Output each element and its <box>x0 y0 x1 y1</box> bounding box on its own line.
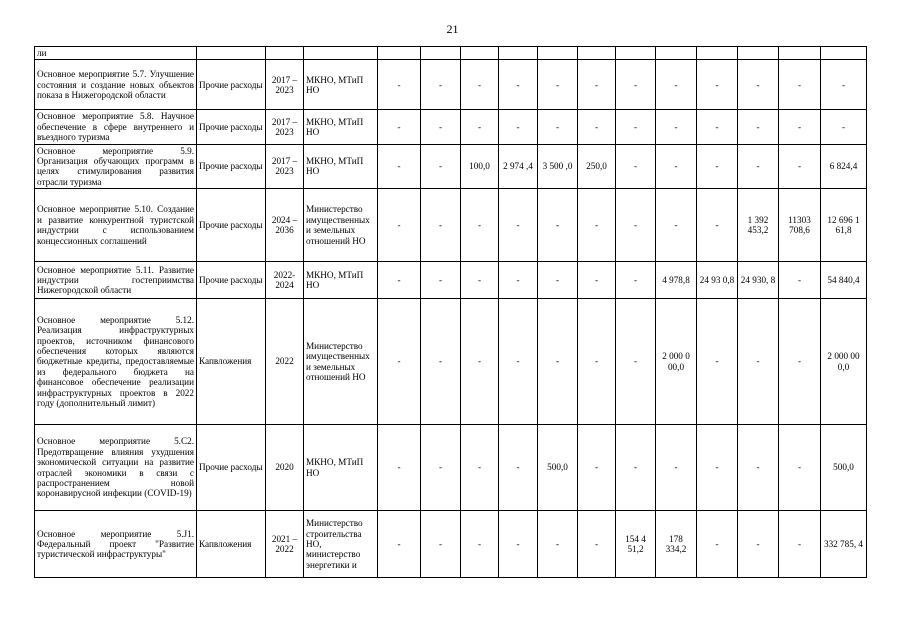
table-row <box>35 47 867 60</box>
year-value-cell: - <box>616 189 656 262</box>
year-value-cell: - <box>538 511 578 578</box>
year-value-cell: - <box>656 189 697 262</box>
total-cell: 2 000 00 0,0 <box>821 299 867 425</box>
year-value-cell: - <box>421 425 461 511</box>
year-value-cell <box>616 47 656 60</box>
year-value-cell: - <box>421 299 461 425</box>
total-cell: - <box>821 60 867 110</box>
year-value-cell: - <box>697 189 738 262</box>
year-value-cell: - <box>421 60 461 110</box>
activity-name-cell: ли <box>35 47 197 60</box>
total-cell: 54 840,4 <box>821 262 867 299</box>
year-value-cell: - <box>461 511 499 578</box>
period-cell: 2017 – 2023 <box>266 110 304 144</box>
year-value-cell: - <box>538 189 578 262</box>
year-value-cell: 250,0 <box>578 144 616 189</box>
table-row <box>35 511 867 578</box>
year-value-cell: - <box>738 110 779 144</box>
year-value-cell: - <box>779 110 821 144</box>
table-row <box>35 189 867 262</box>
year-value-cell: - <box>779 511 821 578</box>
period-cell: 2022 <box>266 299 304 425</box>
year-value-cell: - <box>461 299 499 425</box>
responsible-org-cell: Министерство имущественных и земельных отношений НО <box>304 189 378 262</box>
activity-name-cell: Основное мероприятие 5.J1. Федеральный проект "Развитие туристической инфраструктуры" <box>35 511 197 578</box>
funding-source-cell: Прочие расходы <box>197 110 266 144</box>
year-value-cell: - <box>616 110 656 144</box>
funding-source-cell: Прочие расходы <box>197 60 266 110</box>
year-value-cell: - <box>697 299 738 425</box>
year-value-cell: - <box>499 189 538 262</box>
year-value-cell: - <box>578 511 616 578</box>
year-value-cell: - <box>656 425 697 511</box>
responsible-org-cell: МКНО, МТиП НО <box>304 110 378 144</box>
year-value-cell <box>656 47 697 60</box>
year-value-cell: - <box>461 425 499 511</box>
year-value-cell: - <box>697 425 738 511</box>
year-value-cell: 24 930, 8 <box>738 262 779 299</box>
year-value-cell: 2 974 ,4 <box>499 144 538 189</box>
table-row <box>35 425 867 511</box>
total-cell: 6 824,4 <box>821 144 867 189</box>
year-value-cell: - <box>378 144 421 189</box>
year-value-cell: - <box>656 144 697 189</box>
year-value-cell <box>779 47 821 60</box>
responsible-org-cell: МКНО, МТиП НО <box>304 262 378 299</box>
year-value-cell: - <box>538 262 578 299</box>
funding-source-cell <box>197 47 266 60</box>
year-value-cell: - <box>738 299 779 425</box>
year-value-cell: - <box>779 262 821 299</box>
year-value-cell <box>578 47 616 60</box>
year-value-cell: - <box>499 425 538 511</box>
funding-source-cell: Капвложения <box>197 511 266 578</box>
year-value-cell: - <box>779 144 821 189</box>
total-cell <box>821 47 867 60</box>
year-value-cell: - <box>578 189 616 262</box>
year-value-cell: 11303 708,6 <box>779 189 821 262</box>
responsible-org-cell: МКНО, МТиП НО <box>304 144 378 189</box>
year-value-cell: - <box>578 262 616 299</box>
year-value-cell: - <box>538 299 578 425</box>
year-value-cell: - <box>656 110 697 144</box>
total-cell: - <box>821 110 867 144</box>
activity-name-cell: Основное мероприятие 5.10. Создание и развитие конкурентной туристской индустрии с использованием концессионных соглашений <box>35 189 197 262</box>
year-value-cell: 178 334,2 <box>656 511 697 578</box>
period-cell: 2024 – 2036 <box>266 189 304 262</box>
year-value-cell: - <box>738 425 779 511</box>
funding-source-cell: Капвложения <box>197 299 266 425</box>
funding-source-cell: Прочие расходы <box>197 425 266 511</box>
year-value-cell: - <box>616 144 656 189</box>
page-number: 21 <box>446 22 459 36</box>
year-value-cell: - <box>779 60 821 110</box>
activity-name-cell: Основное мероприятие 5.8. Научное обеспечение в сфере внутреннего и въездного туризма <box>35 110 197 144</box>
period-cell: 2020 <box>266 425 304 511</box>
year-value-cell: - <box>616 425 656 511</box>
table-row <box>35 144 867 189</box>
year-value-cell <box>538 47 578 60</box>
year-value-cell: - <box>499 299 538 425</box>
year-value-cell: - <box>378 511 421 578</box>
activity-name-cell: Основное мероприятие 5.11. Развитие индустрии гостеприимства Нижегородской области <box>35 262 197 299</box>
year-value-cell <box>738 47 779 60</box>
responsible-org-cell: МКНО, МТиП НО <box>304 425 378 511</box>
activity-name-cell: Основное мероприятие 5.9. Организация обучающих программ в целях стимулирования развития отрасли туризма <box>35 144 197 189</box>
funding-source-cell: Прочие расходы <box>197 144 266 189</box>
year-value-cell: 100,0 <box>461 144 499 189</box>
year-value-cell: - <box>378 189 421 262</box>
table-row <box>35 262 867 299</box>
year-value-cell: - <box>499 60 538 110</box>
year-value-cell <box>421 47 461 60</box>
year-value-cell: - <box>461 110 499 144</box>
activity-name-cell: Основное мероприятие 5.С2. Предотвращение влияния ухудшения экономической ситуации на развитие отраслей экономики в связи с распространением новой коронавирусной инфекции (COVID-19) <box>35 425 197 511</box>
responsible-org-cell: Министерство имущественных и земельных отношений НО <box>304 299 378 425</box>
year-value-cell: - <box>538 110 578 144</box>
period-cell: 2017 – 2023 <box>266 144 304 189</box>
year-value-cell: 24 93 0,8 <box>697 262 738 299</box>
year-value-cell: - <box>578 299 616 425</box>
year-value-cell: - <box>779 425 821 511</box>
year-value-cell: 4 978,8 <box>656 262 697 299</box>
responsible-org-cell: МКНО, МТиП НО <box>304 60 378 110</box>
year-value-cell: 2 000 0 00,0 <box>656 299 697 425</box>
year-value-cell: - <box>738 511 779 578</box>
year-value-cell: - <box>697 511 738 578</box>
funding-source-cell: Прочие расходы <box>197 262 266 299</box>
year-value-cell: - <box>578 110 616 144</box>
year-value-cell: - <box>738 144 779 189</box>
activity-name-cell: Основное мероприятие 5.7. Улучшение состояния и создание новых объектов показа в Нижегородской области <box>35 60 197 110</box>
year-value-cell: - <box>461 262 499 299</box>
responsible-org-cell: Министерство строительства НО, министерство энергетики и <box>304 511 378 578</box>
year-value-cell: - <box>461 189 499 262</box>
year-value-cell: - <box>421 262 461 299</box>
total-cell: 12 696 1 61,8 <box>821 189 867 262</box>
year-value-cell: - <box>538 60 578 110</box>
year-value-cell: - <box>697 110 738 144</box>
year-value-cell: - <box>378 299 421 425</box>
total-cell: 500,0 <box>821 425 867 511</box>
year-value-cell: - <box>779 299 821 425</box>
activity-name-cell: Основное мероприятие 5.12. Реализация инфраструктурных проектов, источником финансового обеспечения которых являются бюджетные кредиты, предоставляемые из федерального бюджета на финансовое обеспечение реализации инфраструктурных проектов в 2022 году (дополнительный лимит) <box>35 299 197 425</box>
total-cell: 332 785, 4 <box>821 511 867 578</box>
year-value-cell <box>499 47 538 60</box>
year-value-cell: 3 500 ,0 <box>538 144 578 189</box>
year-value-cell: - <box>578 425 616 511</box>
year-value-cell: - <box>578 60 616 110</box>
period-cell: 2017 – 2023 <box>266 60 304 110</box>
year-value-cell: - <box>499 110 538 144</box>
year-value-cell: - <box>378 110 421 144</box>
year-value-cell: - <box>499 262 538 299</box>
table-row <box>35 299 867 425</box>
year-value-cell: - <box>421 110 461 144</box>
funding-source-cell: Прочие расходы <box>197 189 266 262</box>
year-value-cell: 500,0 <box>538 425 578 511</box>
year-value-cell: - <box>421 144 461 189</box>
period-cell <box>266 47 304 60</box>
year-value-cell: 1 392 453,2 <box>738 189 779 262</box>
year-value-cell: - <box>499 511 538 578</box>
year-value-cell: 154 4 51,2 <box>616 511 656 578</box>
year-value-cell: - <box>616 299 656 425</box>
year-value-cell: - <box>378 262 421 299</box>
year-value-cell: - <box>378 425 421 511</box>
year-value-cell <box>461 47 499 60</box>
table-row <box>35 110 867 144</box>
period-cell: 2021 – 2022 <box>266 511 304 578</box>
year-value-cell: - <box>738 60 779 110</box>
year-value-cell: - <box>616 60 656 110</box>
responsible-org-cell <box>304 47 378 60</box>
year-value-cell: - <box>378 60 421 110</box>
budget-table <box>34 46 867 578</box>
year-value-cell <box>697 47 738 60</box>
year-value-cell: - <box>697 144 738 189</box>
year-value-cell <box>378 47 421 60</box>
year-value-cell: - <box>421 189 461 262</box>
year-value-cell: - <box>421 511 461 578</box>
table-row <box>35 60 867 110</box>
year-value-cell: - <box>461 60 499 110</box>
year-value-cell: - <box>656 60 697 110</box>
period-cell: 2022-2024 <box>266 262 304 299</box>
year-value-cell: - <box>697 60 738 110</box>
year-value-cell: - <box>616 262 656 299</box>
